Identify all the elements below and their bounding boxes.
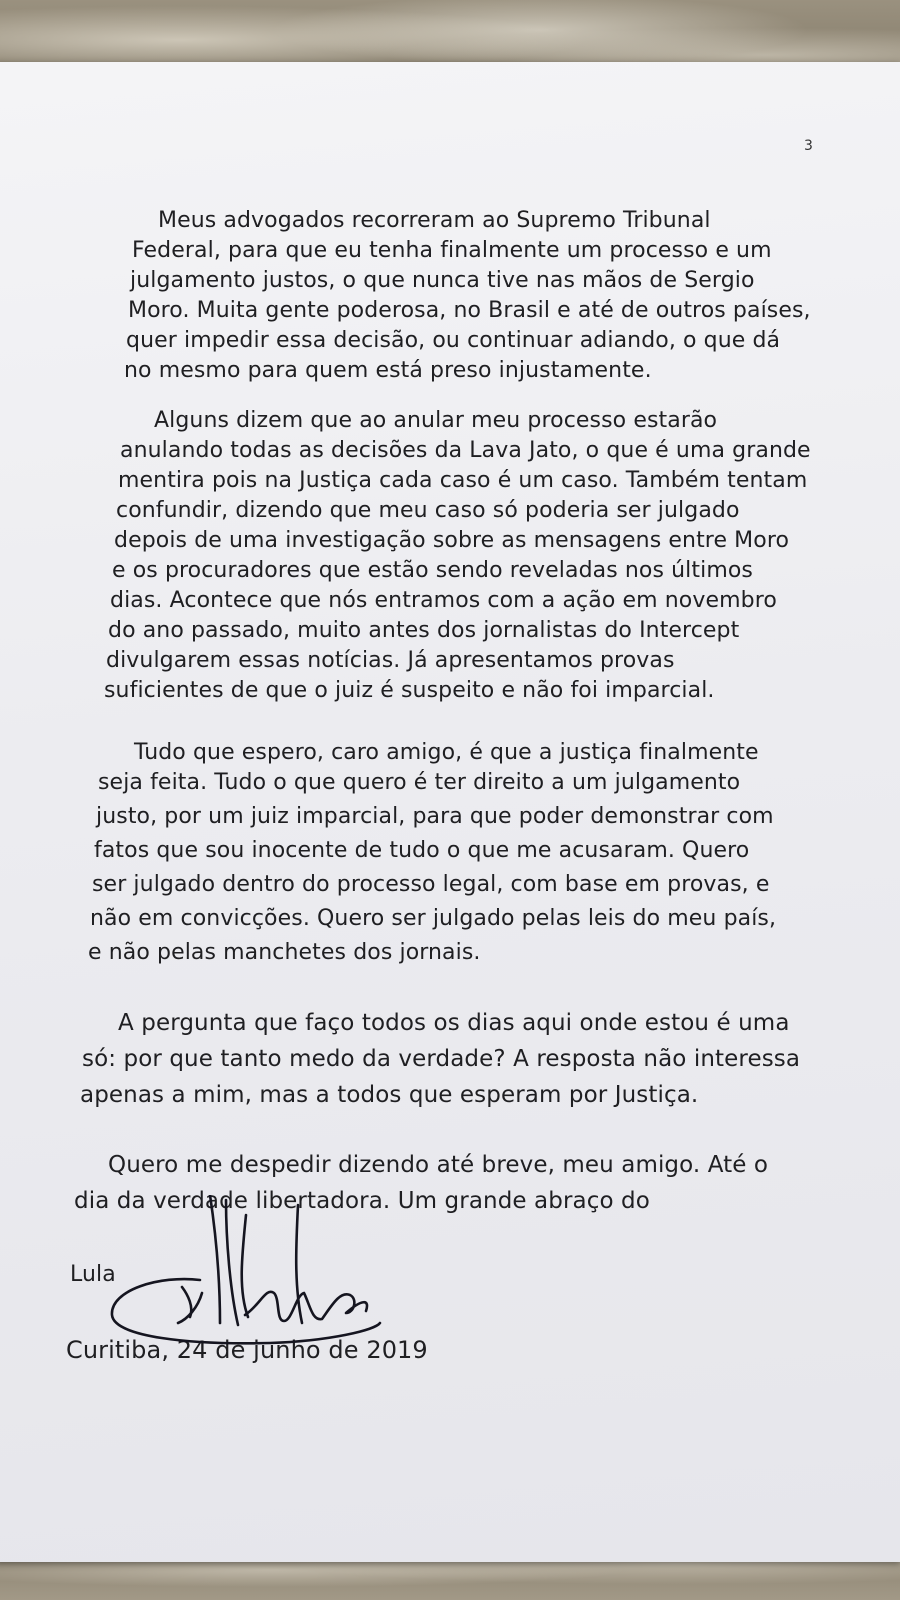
letter-line: A pergunta que faço todos os dias aqui onde estou é uma: [118, 1010, 790, 1036]
letter-line: do ano passado, muito antes dos jornalistas do Intercept: [108, 618, 740, 643]
letter-line: anulando todas as decisões da Lava Jato, o que é uma grande: [120, 438, 811, 463]
letter-line: não em convicções. Quero ser julgado pelas leis do meu país,: [90, 906, 777, 931]
letter-line: dias. Acontece que nós entramos com a ação em novembro: [110, 588, 777, 613]
letter-line: só: por que tanto medo da verdade? A resposta não interessa: [82, 1046, 801, 1072]
letter-line: confundir, dizendo que meu caso só poderia ser julgado: [116, 498, 740, 523]
handwritten-signature: [70, 1195, 410, 1375]
letter-line: divulgarem essas notícias. Já apresentamos provas: [106, 648, 675, 673]
letter-line: seja feita. Tudo o que quero é ter direito a um julgamento: [98, 770, 741, 795]
letter-line: fatos que sou inocente de tudo o que me acusaram. Quero: [94, 838, 750, 863]
letter-line: julgamento justos, o que nunca tive nas mãos de Sergio: [130, 268, 755, 293]
letter-line: Quero me despedir dizendo até breve, meu amigo. Até o: [108, 1152, 769, 1178]
letter-line: Alguns dizem que ao anular meu processo estarão: [154, 408, 718, 433]
letter-line: mentira pois na Justiça cada caso é um caso. Também tentam: [118, 468, 808, 493]
letter-line: Tudo que espero, caro amigo, é que a justiça finalmente: [134, 740, 759, 765]
letter-line: e não pelas manchetes dos jornais.: [88, 940, 481, 965]
closing-name: Lula: [70, 1262, 116, 1287]
letter-line: Federal, para que eu tenha finalmente um processo e um: [132, 238, 772, 263]
letter-line: depois de uma investigação sobre as mensagens entre Moro: [114, 528, 790, 553]
letter-line: ser julgado dentro do processo legal, com base em provas, e: [92, 872, 770, 897]
letter-line: suficientes de que o juiz é suspeito e não foi imparcial.: [104, 678, 715, 703]
page-number: 3: [804, 138, 813, 154]
letter-line: no mesmo para quem está preso injustamente.: [124, 358, 652, 383]
letter-line: apenas a mim, mas a todos que esperam por Justiça.: [80, 1082, 699, 1108]
letter-line: Meus advogados recorreram ao Supremo Tribunal: [158, 208, 711, 233]
letter-line: Moro. Muita gente poderosa, no Brasil e até de outros países,: [128, 298, 811, 323]
place-date: Curitiba, 24 de junho de 2019: [66, 1336, 428, 1364]
letter-line: e os procuradores que estão sendo reveladas nos últimos: [112, 558, 753, 583]
letter-line: quer impedir essa decisão, ou continuar adiando, o que dá: [126, 328, 781, 353]
letter-line: justo, por um juiz imparcial, para que poder demonstrar com: [96, 804, 774, 829]
letter-line: dia da verdade libertadora. Um grande abraço do: [74, 1188, 650, 1214]
